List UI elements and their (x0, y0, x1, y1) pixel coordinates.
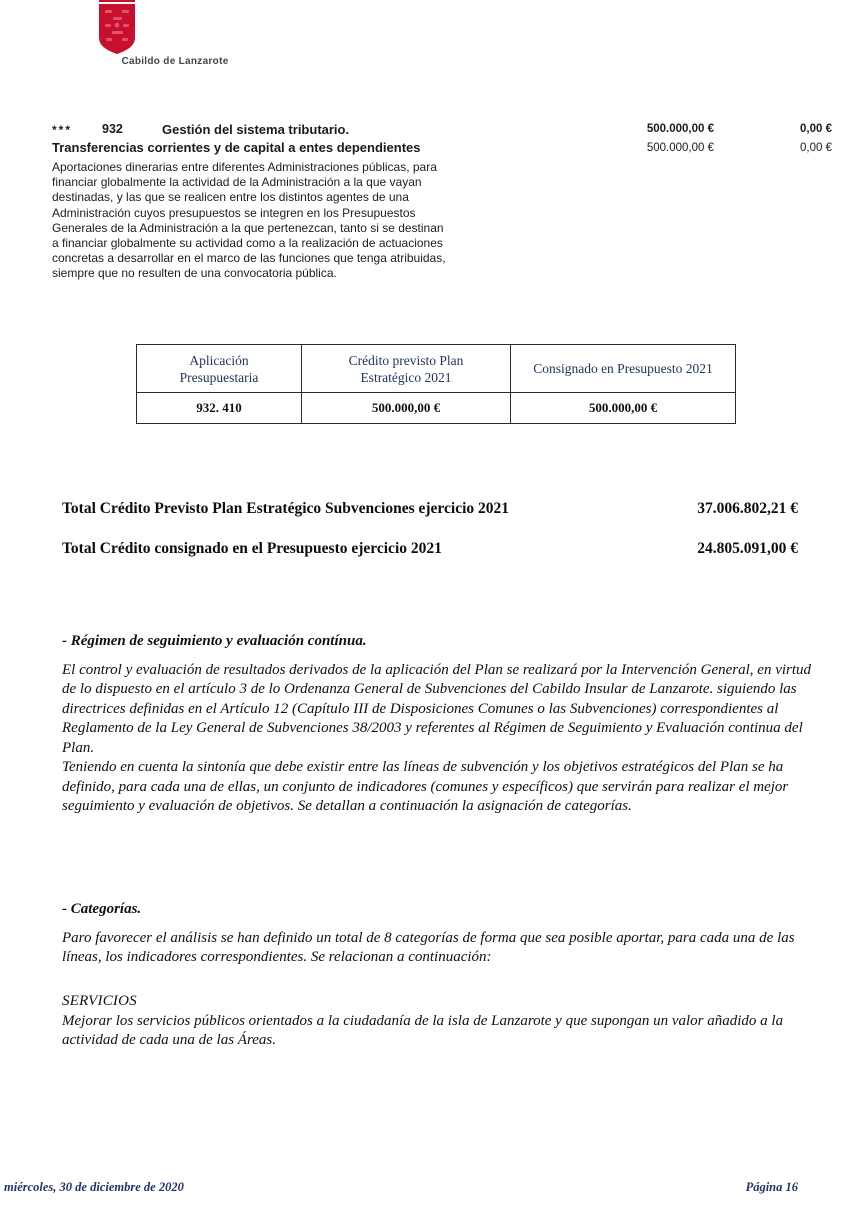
header-line-2: Presupuestaria (179, 369, 259, 385)
header-line-1: Consignado en Presupuesto 2021 (533, 361, 713, 376)
section-regimen-paragraph-2: Teniendo en cuenta la sintonía que debe existir entre las líneas de subvención y los objetivos estratégicos del Plan se ha definido, para cada una de ellas, un conjunto de indicadores (comunes y específicos) que servirán para realizar el mejor seguimiento y evaluación de objetivos. Se detallan a continuación la asignación de categorías. (62, 759, 789, 814)
program-heading-row (52, 122, 832, 139)
program-code: 932 (102, 122, 123, 136)
section-servicios-heading: SERVICIOS (62, 993, 137, 1009)
budget-table-body (137, 393, 736, 424)
total-row-previsto (62, 500, 798, 540)
program-amount-secondary: 0,00 € (800, 123, 832, 135)
footer-page-number: Página 16 (745, 1180, 798, 1194)
total-value-previsto: 37.006.802,21 € (697, 500, 798, 517)
section-regimen-heading: - Régimen de seguimiento y evaluación contínua. (62, 633, 367, 649)
organization-name: Cabildo de Lanzarote (121, 56, 229, 67)
program-description-line: Aportaciones dinerarias entre diferentes Administraciones públicas, para (52, 160, 437, 174)
section-servicios-paragraph-1: Mejorar los servicios públicos orientados a la ciudadanía de la isla de Lanzarote y que supongan un valor añadido a la actividad de cada una de las Áreas. (62, 1012, 784, 1048)
cell-aplicacion: 932. 410 (137, 393, 302, 424)
section-categorias (62, 900, 814, 968)
coat-of-arms-icon (88, 0, 146, 58)
total-label-consignado: Total Crédito consignado en el Presupuesto ejercicio 2021 (62, 540, 442, 557)
program-subheading-row (52, 140, 832, 158)
program-description (52, 160, 512, 282)
total-row-consignado (62, 540, 798, 580)
section-categorias-heading: - Categorías. (62, 901, 142, 917)
totals-block (62, 500, 798, 580)
program-description-line: financiar globalmente la actividad de la Administración a la que vayan (52, 175, 422, 190)
section-regimen-paragraph-1: El control y evaluación de resultados derivados de la aplicación del Plan se realizará por la Intervención General, en virtud de lo dispuesto en el artículo 3 de lo Ordenanza General de Subvenciones del Cabildo Insular de Lanzarote. siguiendo las directrices definidas en el Artículo 12 (Capítulo III de Disposiciones Comunes o las Subvenciones) correspondientes al Reglamento de la Ley General de Subvenciones 38/2003 y referentes al Régimen de Seguimiento y Evaluación continua del Plan. (62, 661, 812, 756)
section-categorias-paragraph-1: Paro favorecer el análisis se han definido un total de 8 categorías de forma que sea posible aportar, para cada una de las líneas, los indicadores correspondientes. Se relacionan a continuación: (62, 929, 795, 965)
table-header-row (137, 345, 736, 393)
program-description-line: concretas a desarrollar en el marco de las funciones que tenga atribuidas, (52, 251, 446, 266)
program-subtitle: Transferencias corrientes y de capital a entes dependientes (52, 140, 421, 155)
header-line-2: Estratégico 2021 (360, 369, 452, 385)
total-label-previsto: Total Crédito Previsto Plan Estratégico Subvenciones ejercicio 2021 (62, 500, 510, 517)
program-description-line: Administración cuyos presupuestos se integren en los Presupuestos (52, 205, 416, 220)
program-description-line: destinadas, y las que se realicen entre los distintos agentes de una (52, 190, 409, 205)
budget-table-head (137, 345, 736, 393)
organization-logo (50, 0, 350, 92)
line-amount-secondary: 0,00 € (800, 142, 832, 154)
program-description-line: Generales de la Administración a la que pertenezcan, tanto si se destinan (52, 220, 444, 235)
budget-table-container (136, 344, 713, 424)
header-line-1: Crédito previsto Plan (348, 352, 464, 368)
section-servicios (62, 992, 814, 1051)
page-footer (0, 1180, 860, 1204)
header-aplicacion-presupuestaria (137, 345, 302, 393)
total-value-consignado: 24.805.091,00 € (697, 540, 798, 557)
program-title: Gestión del sistema tributario. (162, 122, 350, 137)
header-credito-previsto (302, 345, 511, 393)
cell-consignado: 500.000,00 € (511, 393, 736, 424)
section-regimen-seguimiento (62, 632, 814, 817)
table-row (137, 393, 736, 424)
line-amount-planned: 500.000,00 € (646, 142, 714, 154)
program-block (52, 122, 832, 282)
program-description-line: siempre que no resulten de una convocatoria pública. (52, 266, 337, 281)
header-consignado-presupuesto (511, 345, 736, 393)
budget-table (136, 344, 736, 424)
header-line-1: Aplicación (189, 352, 249, 368)
program-amount-planned: 500.000,00 € (646, 123, 714, 135)
program-description-line: a financiar globalmente su actividad como a la realización de actuaciones (52, 236, 443, 251)
cell-credito-previsto: 500.000,00 € (302, 393, 511, 424)
footer-date: miércoles, 30 de diciembre de 2020 (4, 1180, 184, 1194)
program-marker: *** (52, 123, 73, 137)
